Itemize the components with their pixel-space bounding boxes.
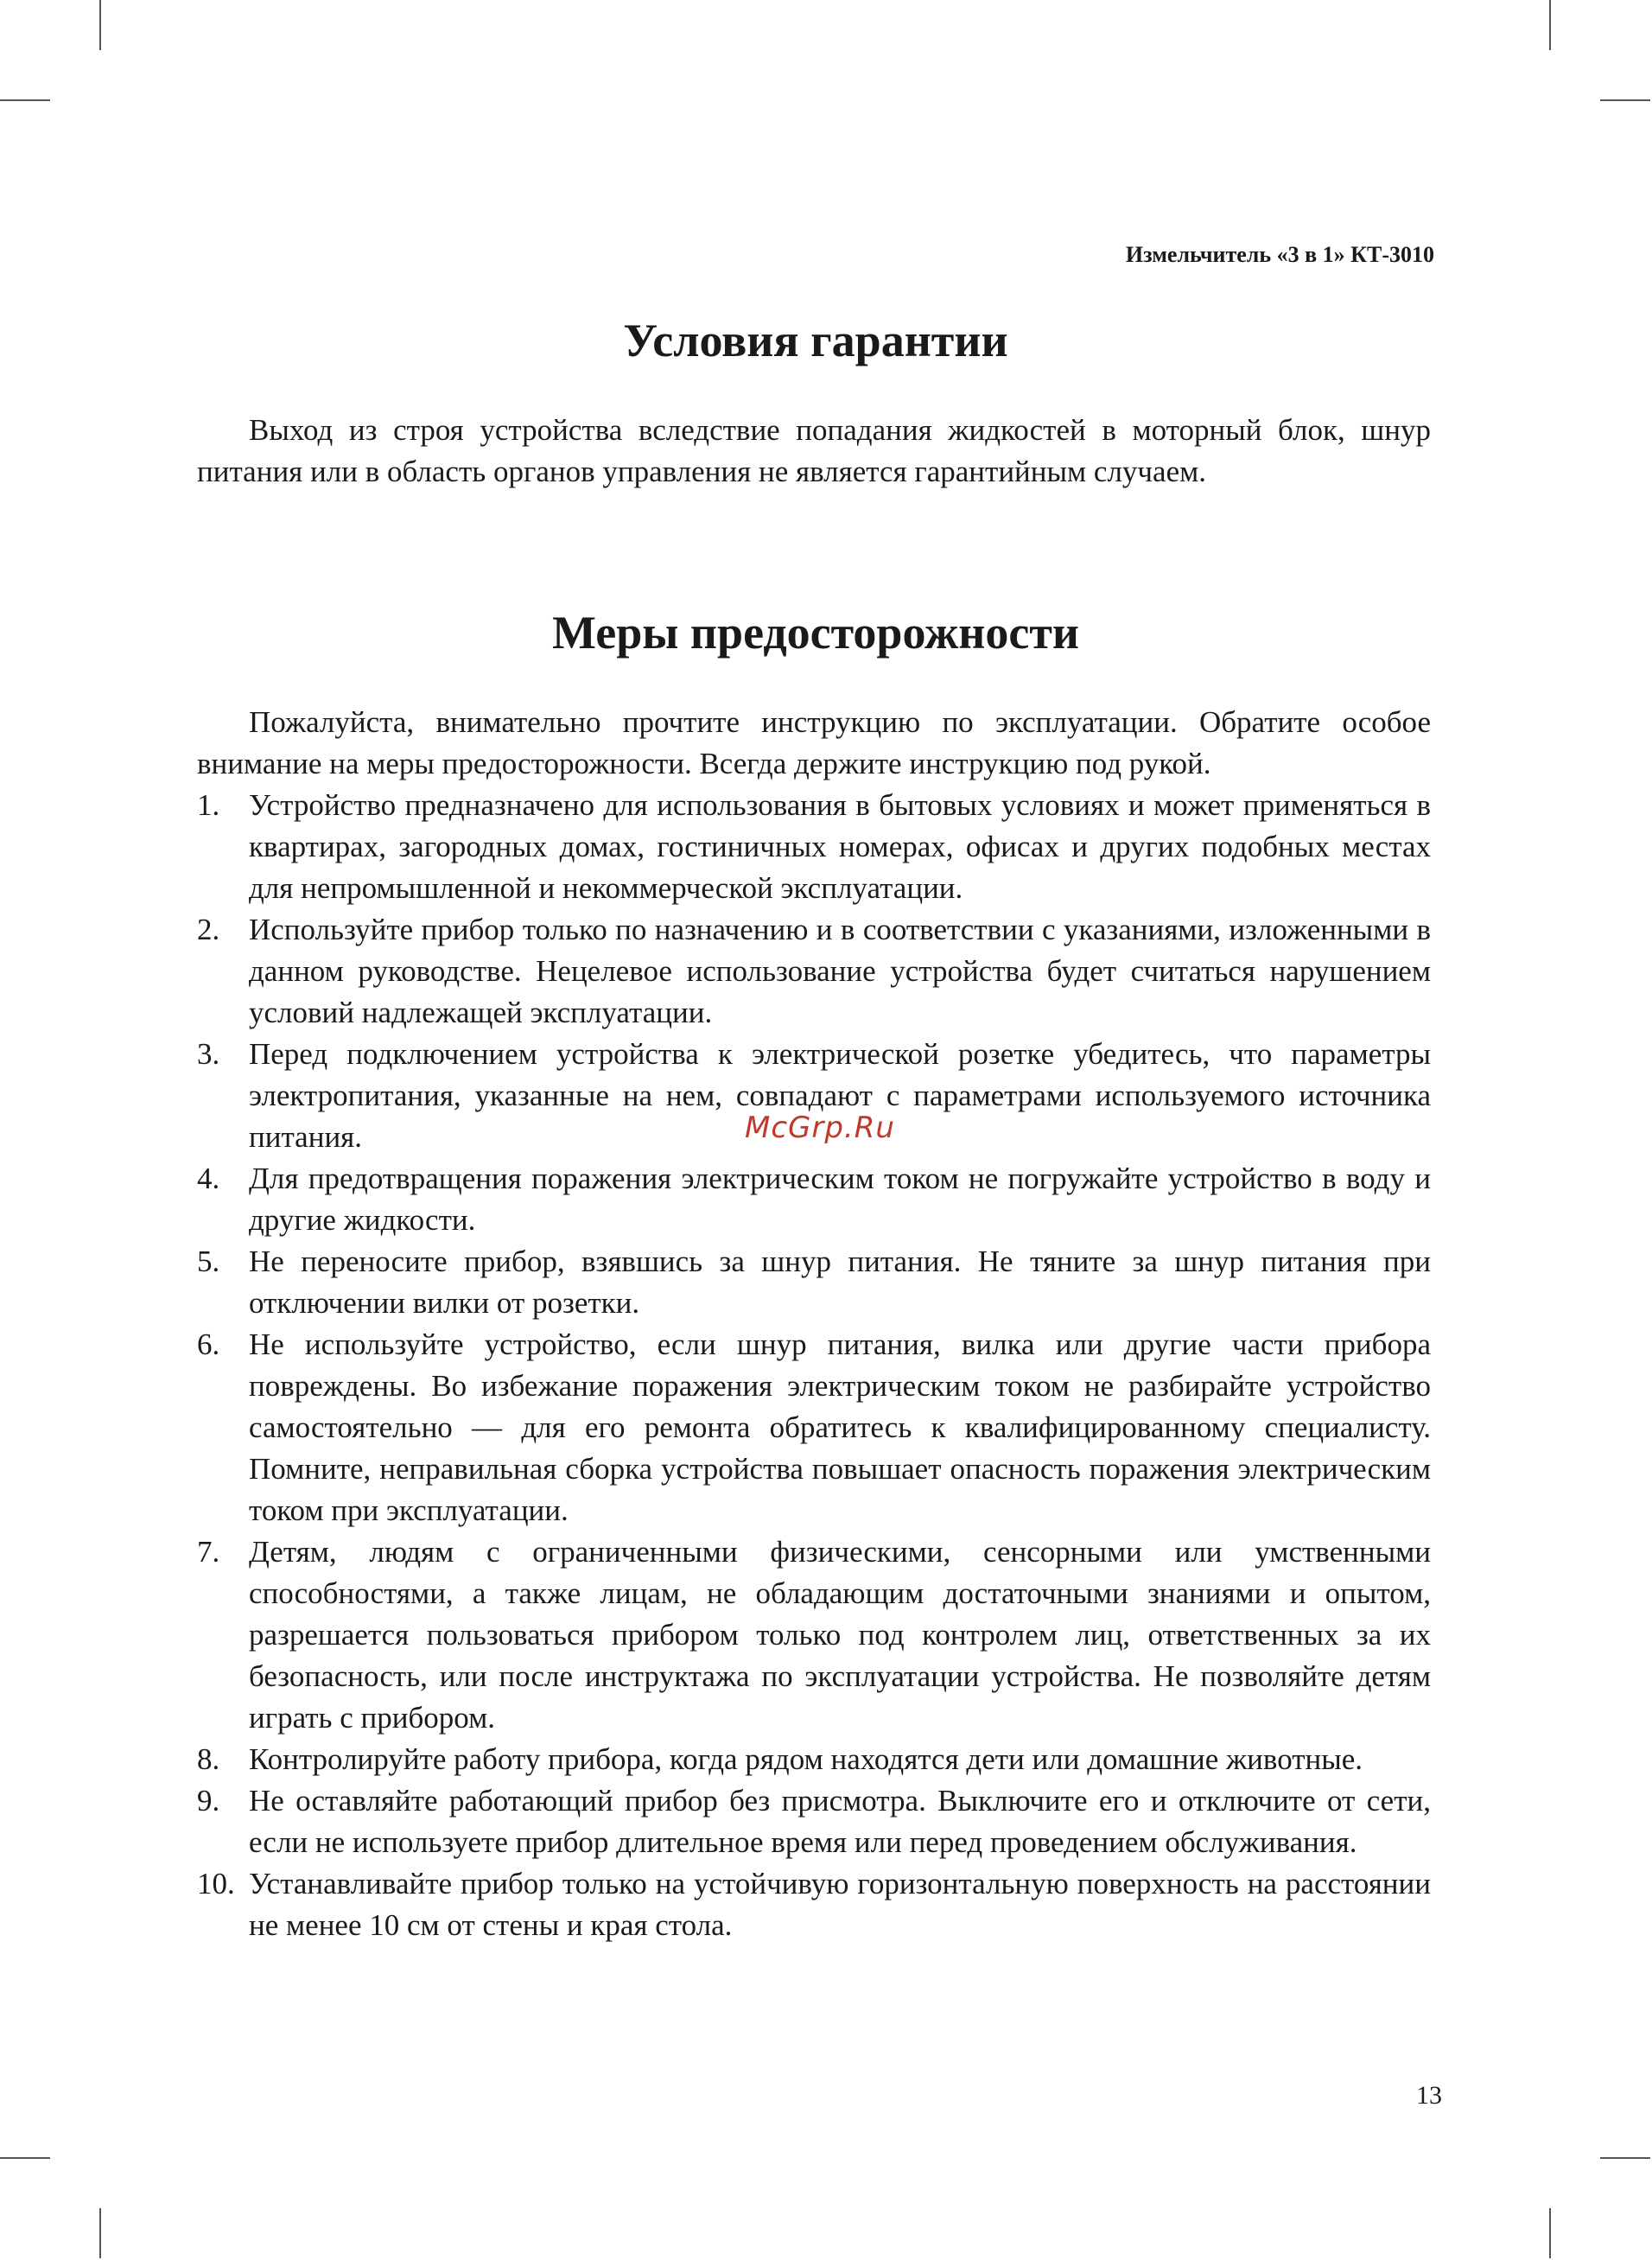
item-number: 3.	[197, 1037, 220, 1071]
item-text: Используйте прибор только по назначению и в соответствии с указаниями, изложенными в данном руководстве. Нецелевое использование устройства будет считаться нарушением условий надлежащей эксплуатации.	[249, 913, 1431, 1029]
item-number: 2.	[197, 913, 220, 946]
crop-mark-bottom-left-horizontal	[0, 2157, 50, 2159]
item-text: Не переносите прибор, взявшись за шнур питания. Не тяните за шнур питания при отключении вилки от розетки.	[249, 1245, 1431, 1320]
item-text: Устанавливайте прибор только на устойчивую горизонтальную поверхность на расстоянии не менее 10 см от стены и края стола.	[249, 1867, 1431, 1942]
item-text: Перед подключением устройства к электрической розетке убедитесь, что параметры электропитания, указанные на нем, совпадают с параметрами используемого источника питания.	[249, 1037, 1431, 1154]
item-number: 7.	[197, 1535, 220, 1569]
list-item	[197, 785, 1431, 909]
item-number: 4.	[197, 1162, 220, 1195]
crop-mark-top-left-vertical	[99, 0, 101, 50]
crop-mark-bottom-left-vertical	[99, 2208, 101, 2258]
running-header: Измельчитель «3 в 1» КТ-3010	[1125, 242, 1434, 267]
page-number: 13	[1416, 2081, 1442, 2110]
item-number: 8.	[197, 1742, 220, 1776]
item-text: Для предотвращения поражения электрическим током не погружайте устройство в воду и другие жидкости.	[249, 1162, 1431, 1237]
item-number: 6.	[197, 1327, 220, 1361]
precautions-title: Меры предосторожности	[552, 607, 1079, 659]
list-item	[197, 1780, 1431, 1863]
crop-mark-top-right-horizontal	[1600, 99, 1650, 101]
item-text: Не оставляйте работающий прибор без присмотра. Выключите его и отключите от сети, если не используете прибор длительное время или перед проведением обслуживания.	[249, 1784, 1431, 1859]
warranty-paragraph: Выход из строя устройства вследствие попадания жидкостей в моторный блок, шнур питания или в область органов управления не является гарантийным случаем.	[197, 413, 1431, 488]
crop-mark-bottom-right-horizontal	[1600, 2157, 1650, 2159]
list-item	[197, 909, 1431, 1034]
precautions-list	[197, 785, 1431, 1946]
item-text: Детям, людям с ограниченными физическими, сенсорными или умственными способностями, а также лицам, не обладающим достаточными знаниями и опытом, разрешается пользоваться прибором только под контролем лиц, ответственных за их безопасность, или после инструктажа по эксплуатации устройства. Не позволяйте детям играть с прибором.	[249, 1535, 1431, 1735]
list-item	[197, 1739, 1431, 1780]
list-item	[197, 1531, 1431, 1739]
list-item	[197, 1158, 1431, 1241]
item-number: 10.	[197, 1867, 235, 1900]
crop-mark-bottom-right-vertical	[1549, 2208, 1551, 2258]
item-number: 1.	[197, 788, 220, 822]
item-text: Устройство предназначено для использования в бытовых условиях и может применяться в квартирах, загородных домах, гостиничных номерах, офисах и других подобных местах для непромышленной и некоммерческой эксплуатации.	[249, 788, 1431, 905]
list-item	[197, 1241, 1431, 1324]
item-text: Контролируйте работу прибора, когда рядом находятся дети или домашние животные.	[249, 1742, 1363, 1776]
list-item	[197, 1324, 1431, 1531]
item-text: Не используйте устройство, если шнур питания, вилка или другие части прибора повреждены. Во избежание поражения электрическим током не разбирайте устройство самостоятельно — для его ремонта обратитесь к квалифицированному специалисту. Помните, неправильная сборка устройства повышает опасность поражения электрическим током при эксплуатации.	[249, 1327, 1431, 1527]
crop-mark-top-left-horizontal	[0, 99, 50, 101]
item-number: 5.	[197, 1245, 220, 1278]
list-item	[197, 1863, 1431, 1946]
crop-mark-top-right-vertical	[1549, 0, 1551, 50]
warranty-title: Условия гарантии	[623, 315, 1008, 366]
precautions-intro: Пожалуйста, внимательно прочтите инструкцию по эксплуатации. Обратите особое внимание на меры предосторожности. Всегда держите инструкцию под рукой.	[197, 705, 1431, 780]
item-number: 9.	[197, 1784, 220, 1818]
watermark: McGrp.Ru	[745, 1111, 895, 1145]
